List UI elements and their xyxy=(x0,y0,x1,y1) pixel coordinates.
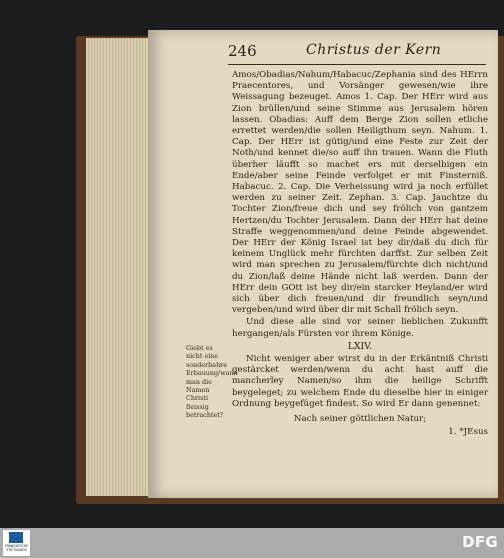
running-title: Christus der Kern xyxy=(306,42,442,58)
footer-bar xyxy=(0,528,504,558)
header-rule xyxy=(228,64,486,65)
page-body xyxy=(232,70,488,439)
subheading: Nach seiner göttlichen Natur; xyxy=(293,414,427,425)
page-number: 246 xyxy=(228,42,257,60)
library-logo-icon xyxy=(9,532,23,543)
page-edges xyxy=(86,38,156,496)
book-page xyxy=(148,30,498,498)
section-number: LXIV. xyxy=(347,340,373,352)
paragraph-conclusion: Und diese alle sind vor seiner lieblichen Zukunfft hergangen/als Fürsten vor ihrem Könige. xyxy=(232,317,488,339)
paragraph-names: Nicht weniger aber wirst du in der Erkäntniß Christi gestärcket werden/wenn du acht hast auff die mancherley Namen/so ihm die heilige Schrifft beygeleget; zu welchem Ende du dieselbe hier in einiger Ordnung beygefüget findest. So wird Er dann genennet: xyxy=(232,354,488,409)
catchword: 1. *JEsus xyxy=(448,427,488,438)
paragraph-prophets: Amos/Obadias/Nahum/Habacuc/Zephania sind des HErrn Praecentores, und Vorsänger gewesen/wie ihre Weissagung bezeuget. Amos 1. Cap. Der HErr wird aus Zion brüllen/und seine Stimme aus Jerusalem hören lassen. Obadias: Auff dem Berge Zion sollen etliche errettet werden/die sollen Heiligthum seyn. Nahum. 1. Cap. Der HErr ist gütig/und eine Feste zur Zeit der Noth/und kennet die/so auff ihn trauen. Wann die Fluth überher läufft so machet ers mit derselbigen ein Ende/aber seine Feinde verfolget er mit Finsterniß. Habacuc. 2. Cap. Die Verheissung wird ja noch erfüllet werden zu seiner Zeit. Zephan. 3. Cap. Jauchtze du Tochter Zion/freue dich und sey frölich von gantzem Hertzen/du Tochter Jerusalem. Dann der HErr hat deine Straffe weggenommen/und deine Feinde abgewendet. Der HErr der König Israel ist bey dir/daß du dich für keinem Unglück mehr fürchten darffst. Zur selben Zeit wird man sprechen zu Jerusalem/fürchte dich nicht/und du Zion/laß deine Hände nicht laß werden. Dann der HErr dein GOtt ist bey dir/ein starcker Heyland/er wird sich über dich freuen/und dir freundlich seyn/und vergeben/und wird über dir mit Schall frölich seyn. xyxy=(232,70,488,316)
library-logo[interactable] xyxy=(3,530,30,556)
dfg-logo[interactable]: DFG xyxy=(462,533,498,551)
page-header xyxy=(228,42,488,62)
margin-note: Giebt es nicht eine sonderbahre Erbauung/wann man die Namen Christi fleissig betrachtet? xyxy=(186,344,238,420)
library-logo-text: FRANCKESCHE STIFTUNGEN xyxy=(4,544,29,552)
